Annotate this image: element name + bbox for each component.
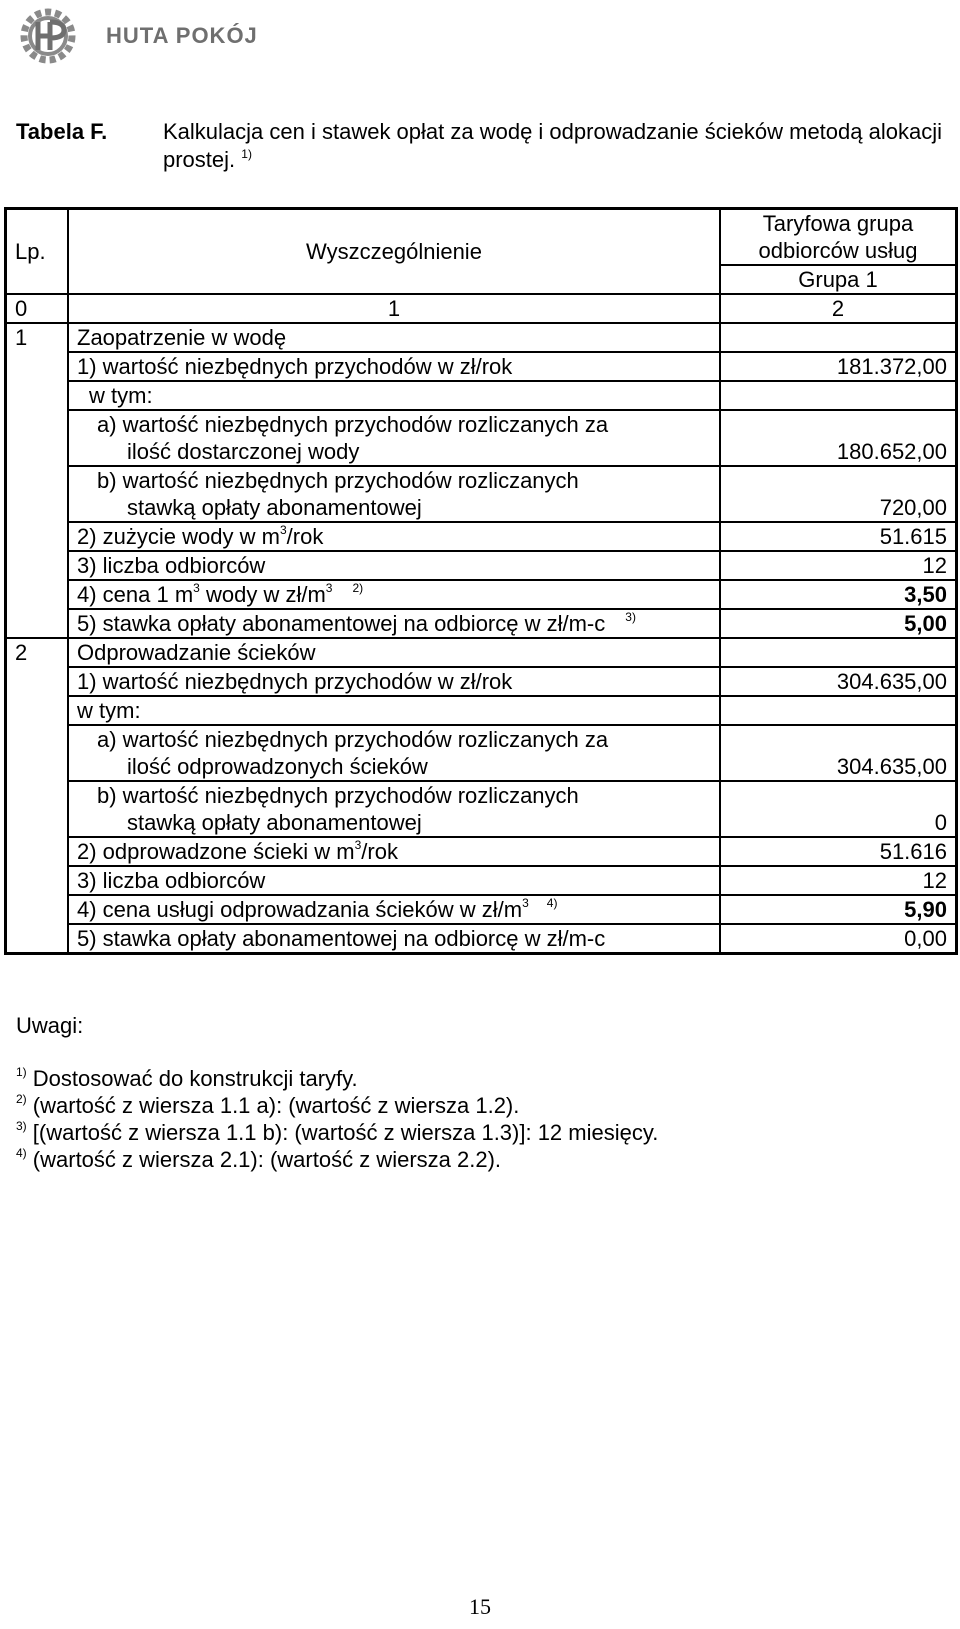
table-row	[6, 381, 957, 410]
table-row	[6, 522, 957, 551]
table-row	[6, 924, 957, 954]
table-row	[6, 781, 957, 837]
logo-text: HUTA POKÓJ	[106, 23, 258, 48]
row-value: 12	[720, 866, 957, 895]
row-label: 4) cena usługi odprowadzania ścieków w $zł/m^3$ $^{4)}$	[68, 895, 720, 924]
section-lp: 1	[6, 323, 69, 352]
note-item: $^{2)}$ (wartość z wiersza 1.1 a): (wartość z wiersza 1.2).	[16, 1092, 520, 1118]
header-wyszczegolnienie: Wyszczególnienie	[68, 209, 720, 295]
row-label: b) wartość niezbędnych przychodów rozliczanych stawką opłaty abonamentowej	[68, 781, 720, 837]
table-row	[6, 466, 957, 522]
row-label: b) wartość niezbędnych przychodów rozliczanych stawką opłaty abonamentowej	[68, 466, 720, 522]
row-value: 0,00	[720, 924, 957, 954]
section-lp: 2	[6, 638, 69, 667]
row-label: 4) cena 1 $m^3$ wody w $zł/m^3$ $^{2)}$	[68, 580, 720, 609]
table-row	[6, 725, 957, 781]
notes-title: Uwagi:	[16, 1013, 84, 1038]
row-label: 5) stawka opłaty abonamentowej na odbiorcę w zł/m-c	[68, 924, 720, 954]
footnote-ref: 4)	[546, 896, 558, 910]
row-label: w tym:	[68, 696, 720, 725]
table-title: Kalkulacja cen i stawek opłat za wodę i odprowadzanie ścieków metodą alokacji prostej. $^{1)}$	[163, 119, 942, 172]
table-row	[6, 895, 957, 924]
footnote-ref: 2)	[352, 581, 364, 595]
row-value: 5,00	[720, 609, 957, 638]
row-value: 304.635,00	[720, 725, 957, 781]
header-lp: Lp.	[6, 209, 69, 295]
section-title: Zaopatrzenie w wodę	[68, 323, 720, 352]
table-row	[6, 837, 957, 866]
row-label: 3) liczba odbiorców	[68, 866, 720, 895]
row-label: 3) liczba odbiorców	[68, 551, 720, 580]
footnote-ref: 1)	[241, 147, 252, 161]
row-value: 304.635,00	[720, 667, 957, 696]
note-item: $^{1)}$ Dostosować do konstrukcji taryfy.	[16, 1065, 358, 1091]
header-row	[6, 209, 957, 266]
table-row	[6, 580, 957, 609]
column-numbers-row	[6, 294, 957, 323]
col-number-0: 0	[6, 294, 69, 323]
header-grupa: Grupa 1	[720, 265, 957, 294]
table-row	[6, 323, 957, 352]
row-value: 12	[720, 551, 957, 580]
row-value: 5,90	[720, 895, 957, 924]
note-item: $^{4)}$ (wartość z wiersza 2.1): (wartość z wiersza 2.2).	[16, 1146, 502, 1172]
row-value: 51.615	[720, 522, 957, 551]
row-label: 2) zużycie wody w $m^3$/rok	[68, 522, 720, 551]
row-label: 5) stawka opłaty abonamentowej na odbiorcę w zł/m-c $^{3)}$	[68, 609, 720, 638]
col-number-2: 2	[720, 294, 957, 323]
company-logo	[14, 6, 264, 64]
col-number-1: 1	[68, 294, 720, 323]
tariff-table	[4, 207, 958, 955]
row-label: 1) wartość niezbędnych przychodów w zł/rok	[68, 667, 720, 696]
row-value: 51.616	[720, 837, 957, 866]
row-label: 2) odprowadzone ścieki w $m^3$/rok	[68, 837, 720, 866]
row-value: 3,50	[720, 580, 957, 609]
note-item: $^{3)}$ [(wartość z wiersza 1.1 b): (wartość z wiersza 1.3)]: 12 miesięcy.	[16, 1119, 659, 1145]
notes-section	[16, 1012, 916, 1173]
table-row	[6, 352, 957, 381]
row-label: w tym:	[68, 381, 720, 410]
table-row	[6, 866, 957, 895]
table-row	[6, 410, 957, 466]
section-title: Odprowadzanie ścieków	[68, 638, 720, 667]
gear-logo-icon	[14, 6, 94, 64]
row-value: 180.652,00	[720, 410, 957, 466]
table-row	[6, 638, 957, 667]
table-label: Tabela F.	[16, 119, 108, 144]
row-label: 1) wartość niezbędnych przychodów w zł/rok	[68, 352, 720, 381]
table-row	[6, 551, 957, 580]
row-value: 181.372,00	[720, 352, 957, 381]
page-number: 15	[469, 1594, 491, 1619]
row-label: a) wartość niezbędnych przychodów rozliczanych za ilość odprowadzonych ścieków	[68, 725, 720, 781]
header-grupa-title: Taryfowa grupa odbiorców usług	[720, 209, 957, 266]
table-row	[6, 696, 957, 725]
row-label: a) wartość niezbędnych przychodów rozliczanych za ilość dostarczonej wody	[68, 410, 720, 466]
table-row	[6, 667, 957, 696]
footnote-ref: 3)	[625, 610, 636, 624]
row-value: 0	[720, 781, 957, 837]
row-value: 720,00	[720, 466, 957, 522]
table-row	[6, 609, 957, 638]
